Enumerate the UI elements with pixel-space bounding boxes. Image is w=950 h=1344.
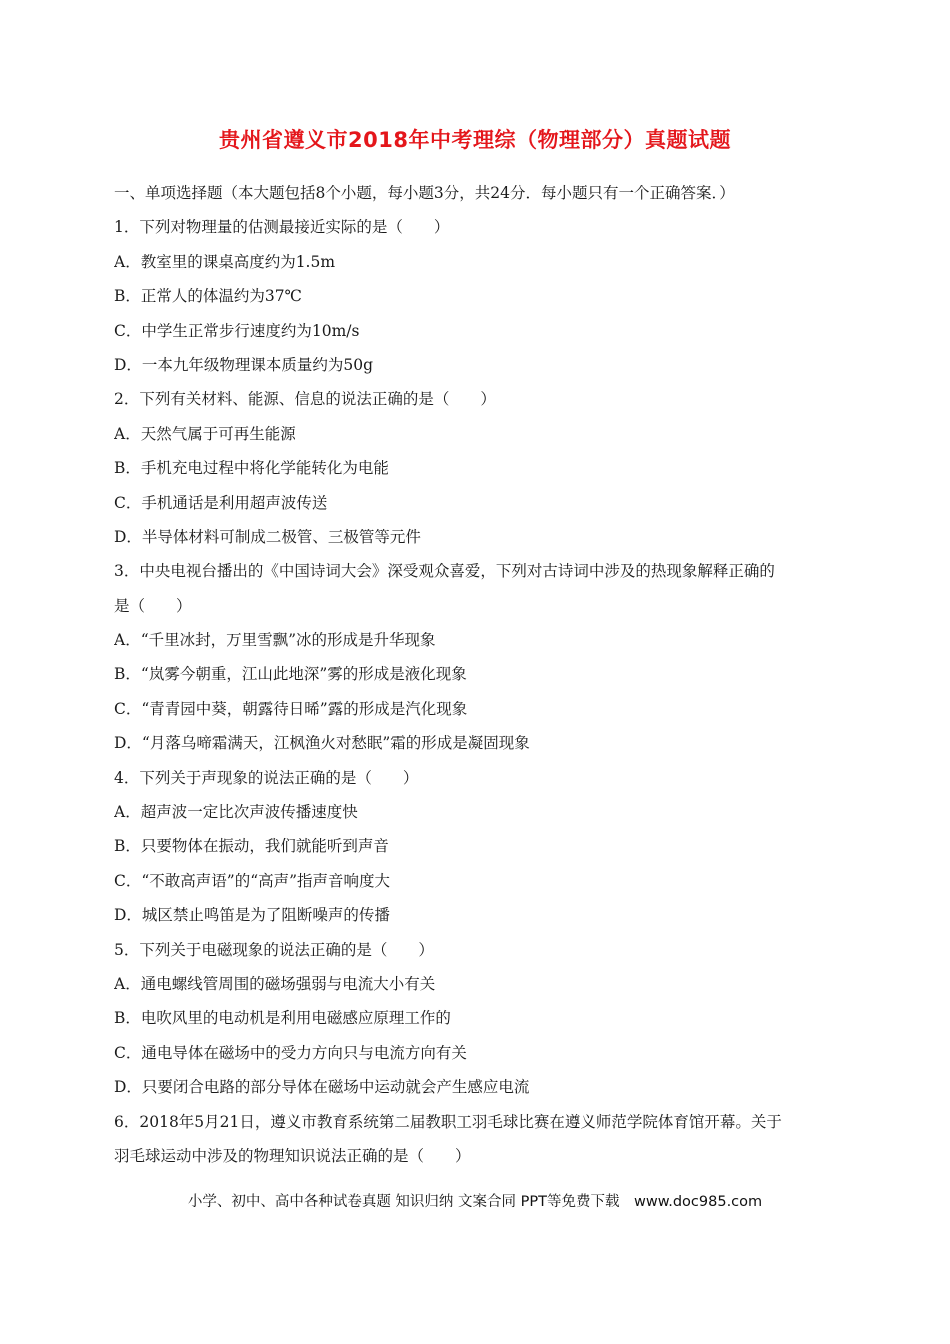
option-a: A．通电螺线管周围的磁场强弱与电流大小有关 [114,974,436,993]
option-d: D．“月落乌啼霜满天，江枫渔火对愁眠”霜的形成是凝固现象 [114,734,530,753]
question-stem: 3．中央电视台播出的《中国诗词大会》深受观众喜爱，下列对古诗词中涉及的热现象解释正确的 [114,562,775,581]
option-a: A．“千里冰封，万里雪飘”冰的形成是升华现象 [114,631,436,650]
question-stem: 5．下列关于电磁现象的说法正确的是（ ） [114,940,434,959]
question-stem-continued: 是（ ） [114,596,192,615]
option-d: D．一本九年级物理课本质量约为50g [114,355,374,374]
option-c: C．“青青园中葵，朝露待日晞”露的形成是汽化现象 [114,699,468,718]
option-d: D．只要闭合电路的部分导体在磁场中运动就会产生感应电流 [114,1078,530,1097]
question-stem: 6．2018年5月21日，遵义市教育系统第二届教职工羽毛球比赛在遵义师范学院体育馆开幕。关于 [114,1112,782,1131]
question-6 [114,1105,844,1174]
question-stem: 2．下列有关材料、能源、信息的说法正确的是（ ） [114,390,496,409]
option-d: D．城区禁止鸣笛是为了阻断噪声的传播 [114,906,390,925]
question-3 [114,554,844,760]
question-4 [114,761,844,933]
page-footer: 小学、初中、高中各种试卷真题 知识归纳 文案合同 PPT等免费下载 www.doc985.com [187,1194,763,1210]
option-b: B．手机充电过程中将化学能转化为电能 [114,459,389,478]
page-title: 贵州省遵义市2018年中考理综（物理部分）真题试题 [219,128,731,152]
question-stem-continued: 羽毛球运动中涉及的物理知识说法正确的是（ ） [114,1146,471,1165]
exam-content [114,176,844,1173]
option-b: B．正常人的体温约为37℃ [114,287,302,306]
question-stem: 1．下列对物理量的估测最接近实际的是（ ） [114,218,450,237]
question-1 [114,210,844,382]
option-a: A．超声波一定比次声波传播速度快 [114,803,358,822]
option-d: D．半导体材料可制成二极管、三极管等元件 [114,527,421,546]
option-c: C．“不敢高声语”的“高声”指声音响度大 [114,871,391,890]
option-c: C．手机通话是利用超声波传送 [114,493,328,512]
question-5 [114,933,844,1105]
option-b: B．只要物体在振动，我们就能听到声音 [114,837,389,856]
option-c: C．通电导体在磁场中的受力方向只与电流方向有关 [114,1043,467,1062]
option-b: B．“岚雾今朝重，江山此地深”雾的形成是液化现象 [114,665,467,684]
option-a: A．教室里的课桌高度约为1.5m [114,252,336,271]
question-2 [114,382,844,554]
section-heading: 一、单项选择题（本大题包括8个小题，每小题3分，共24分．每小题只有一个正确答案．） [114,184,735,202]
question-stem: 4．下列关于声现象的说法正确的是（ ） [114,768,419,787]
option-a: A．天然气属于可再生能源 [114,424,296,443]
option-c: C．中学生正常步行速度约为10m/s [114,321,360,340]
option-b: B．电吹风里的电动机是利用电磁感应原理工作的 [114,1009,451,1028]
